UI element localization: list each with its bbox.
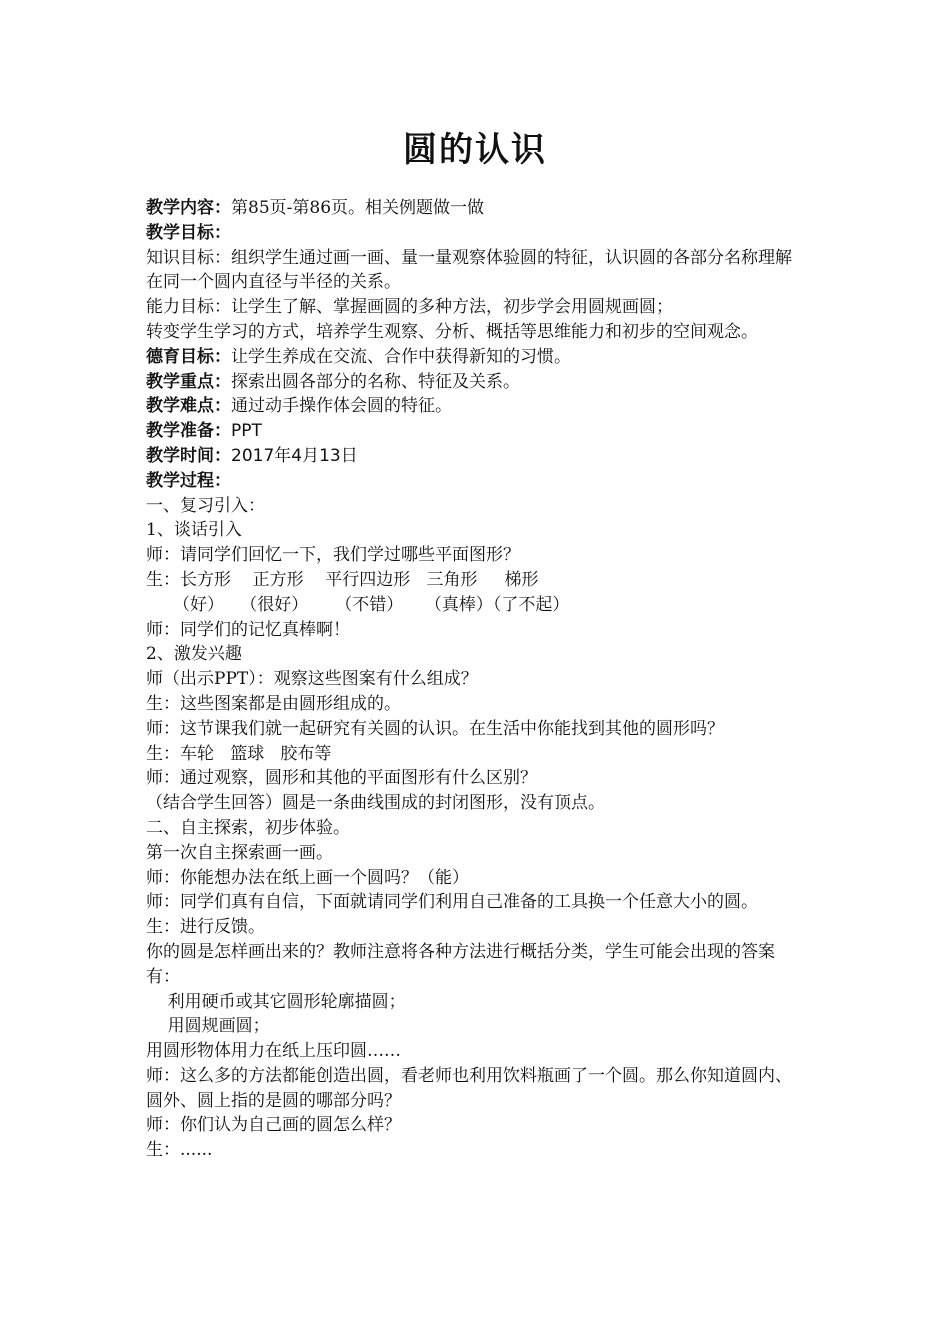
time-value: 2017年4月13日 [231,445,358,466]
moral-value: 让学生养成在交流、合作中获得新知的习惯。 [231,346,571,367]
process-item: 1、谈话引入 [146,520,242,541]
process-item: 利用硬币或其它圆形轮廓描圆； [146,991,406,1012]
process-item: 师：同学们的记忆真棒啊！ [146,619,350,640]
process-line [146,469,806,494]
prep-line [146,419,806,444]
process-item: （结合学生回答）圆是一条曲线围成的封闭图形，没有顶点。 [146,793,605,814]
process-item: 生：进行反馈。 [146,917,265,938]
process-item: 一、复习引入： [146,495,265,516]
process-item: 师：通过观察，圆形和其他的平面图形有什么区别？ [146,768,537,789]
prep-label: 教学准备： [146,421,231,442]
ability-goal: 能力目标：让学生了解、掌握画圆的多种方法，初步学会用圆规画圆； [146,297,673,318]
process-item: （好） （很好） （不错） （真棒）（了不起） [146,594,570,615]
content-value: 第85页-第86页。相关例题做一做 [231,198,485,218]
prep-value: PPT [231,421,262,442]
document-body [146,196,806,1163]
process-item: 师：请同学们回忆一下，我们学过哪些平面图形？ [146,545,520,566]
content-line [146,196,806,221]
process-item: 生：车轮 篮球 胶布等 [146,743,332,764]
process-item: 生：...... [146,1140,213,1161]
process-item: 二、自主探索，初步体验。 [146,817,350,838]
process-item: 师：你们认为自己画的圆怎么样？ [146,1115,401,1136]
document-title: 圆的认识 [403,130,547,170]
difficult-value: 通过动手操作体会圆的特征。 [231,396,452,417]
key-value: 探索出圆各部分的名称、特征及关系。 [231,371,520,392]
process-item: 师：这节课我们就一起研究有关圆的认识。在生活中你能找到其他的圆形吗？ [146,718,724,739]
goal-line [146,221,806,246]
process-item: 生：这些图案都是由圆形组成的。 [146,693,401,714]
moral-line [146,345,806,370]
ability-goal-continued: 转变学生学习的方式，培养学生观察、分析、概括等思维能力和初步的空间观念。 [146,321,758,342]
process-item: 师（出示PPT）：观察这些图案有什么组成？ [146,669,478,690]
process-item: 师：这么多的方法都能创造出圆，看老师也利用饮料瓶画了一个圆。那么你知道圆内、圆外、圆上指的是圆的哪部分吗？ [146,1065,792,1111]
content-label: 教学内容： [146,198,231,218]
process-item: 生：长方形 正方形 平行四边形 三角形 梯形 [146,569,539,590]
key-line [146,370,806,395]
difficult-label: 教学难点： [146,396,231,417]
process-item: 师：同学们真有自信，下面就请同学们利用自己准备的工具换一个任意大小的圆。 [146,892,758,913]
process-label: 教学过程： [146,470,231,491]
process-item: 2、激发兴趣 [146,644,242,665]
process-item: 用圆形物体用力在纸上压印圆…… [146,1041,401,1062]
key-label: 教学重点： [146,371,231,392]
process-item: 第一次自主探索画一画。 [146,842,333,863]
process-item: 你的圆是怎样画出来的？教师注意将各种方法进行概括分类，学生可能会出现的答案有： [146,941,775,987]
time-label: 教学时间： [146,445,231,466]
time-line [146,444,806,469]
process-item: 师：你能想办法在纸上画一个圆吗？（能） [146,867,469,888]
knowledge-goal: 知识目标：组织学生通过画一画、量一量观察体验圆的特征，认识圆的各部分名称理解在同一个圆内直径与半径的关系。 [146,247,792,293]
process-item: 用圆规画圆； [146,1016,270,1037]
goal-label: 教学目标： [146,222,231,243]
moral-label: 德育目标： [146,346,231,367]
difficult-line [146,394,806,419]
